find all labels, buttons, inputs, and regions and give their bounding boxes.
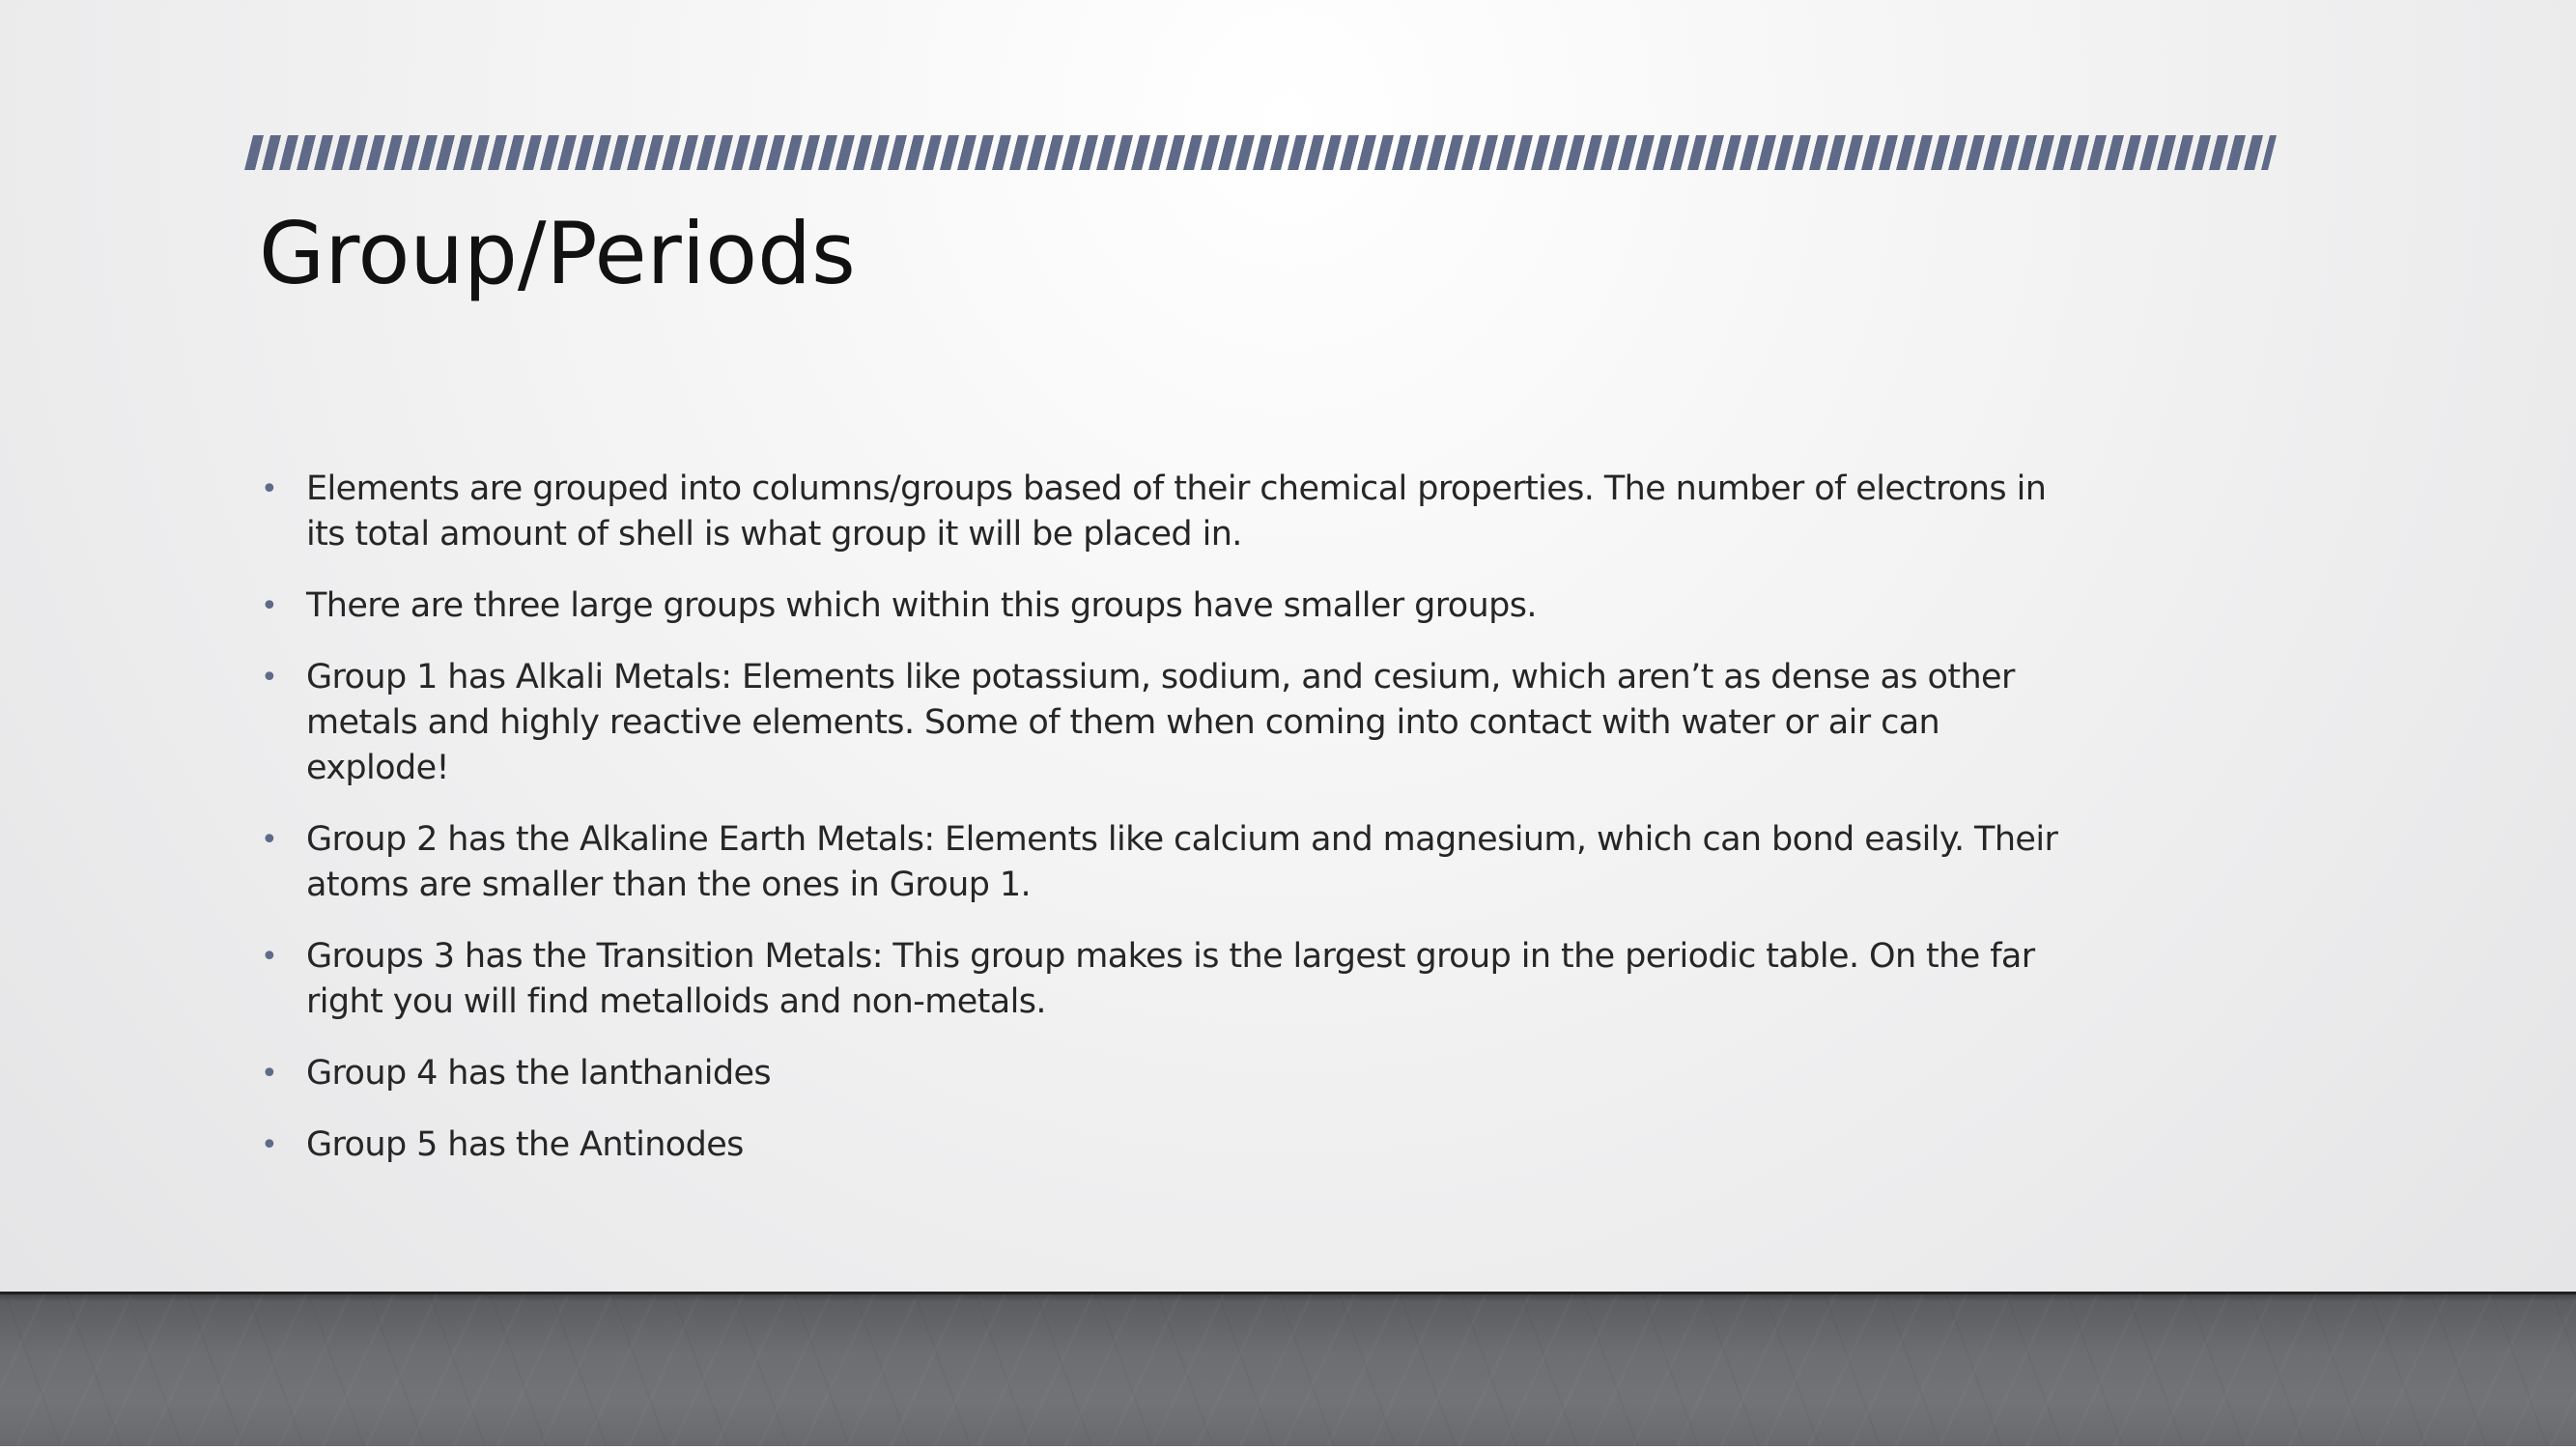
bullet-item xyxy=(0,934,2035,1025)
bullet-text-line: metals and highly reactive elements. Some of them when coming into contact with water or air can xyxy=(306,703,1940,742)
bullet-text-line: Group 2 has the Alkaline Earth Metals: Elements like calcium and magnesium, which can bond easily. Their xyxy=(306,820,2058,859)
bullet-item xyxy=(0,467,2047,557)
bullet-text-line: Group 1 has Alkali Metals: Elements like potassium, sodium, and cesium, which aren’t as dense as other xyxy=(306,658,2015,696)
concrete-floor-background xyxy=(0,1292,2576,1449)
bullet-icon: • xyxy=(261,823,278,857)
bullet-icon: • xyxy=(261,1128,278,1162)
bullet-icon: • xyxy=(261,661,278,695)
bullet-text-line: right you will find metalloids and non-metals. xyxy=(306,982,1046,1021)
floor-edge-line xyxy=(0,1292,2576,1294)
bullet-icon: • xyxy=(261,940,278,974)
bullet-text-line: atoms are smaller than the ones in Group 1. xyxy=(306,866,1032,904)
bullet-item xyxy=(0,655,2015,791)
bullet-text-line: Group 4 has the lanthanides xyxy=(306,1054,772,1093)
decorative-stripe-bar xyxy=(244,135,2277,170)
bullet-icon: • xyxy=(261,472,278,506)
bullet-text-line: There are three large groups which within this groups have smaller groups. xyxy=(306,586,1537,625)
bullet-text-line: explode! xyxy=(306,749,449,787)
bullet-item xyxy=(0,1051,1751,1096)
bullet-text-line: Elements are grouped into columns/groups based of their chemical properties. The number of electrons in xyxy=(306,469,2047,508)
bullet-icon: • xyxy=(261,589,278,623)
slide-title: Group/Periods xyxy=(259,204,856,303)
bullet-item xyxy=(0,583,1751,629)
bullet-item xyxy=(0,817,2058,908)
bullet-item xyxy=(0,1122,1751,1168)
bullet-text-line: Group 5 has the Antinodes xyxy=(306,1125,744,1164)
bullet-icon: • xyxy=(261,1057,278,1091)
bullet-text-line: Groups 3 has the Transition Metals: This group makes is the largest group in the periodic table. On the far xyxy=(306,937,2035,976)
bullet-list xyxy=(0,467,2058,1194)
bullet-text-line: its total amount of shell is what group it will be placed in. xyxy=(306,515,1242,554)
